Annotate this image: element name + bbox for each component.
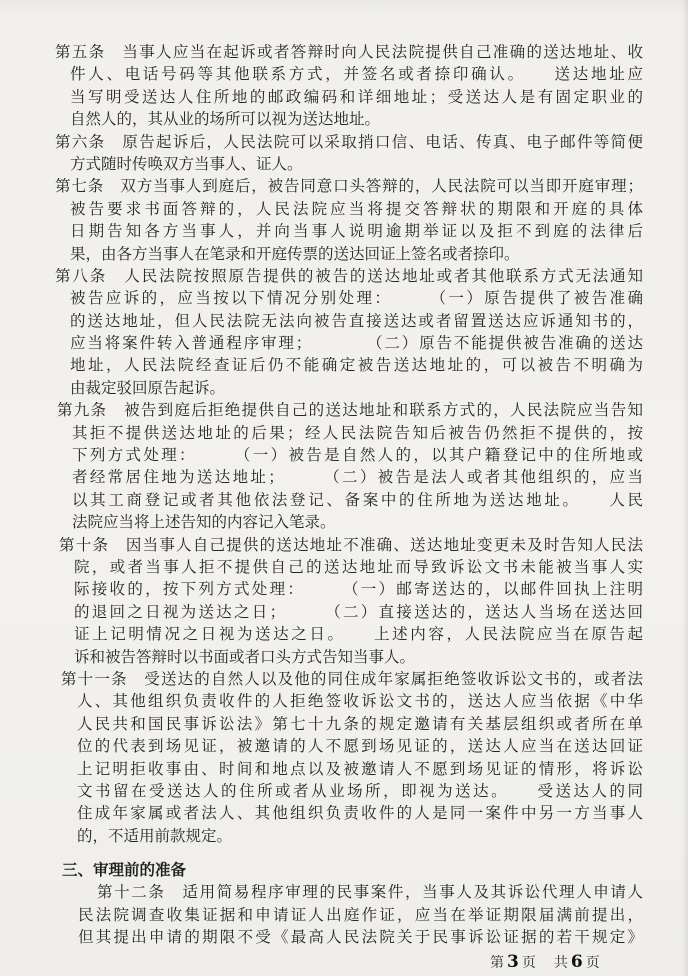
article-line: 第十二条 适用简易程序审理的民事案件，当事人及其诉讼代理人申请人 (97, 883, 643, 902)
footer-page-suffix: 页 (521, 955, 536, 971)
article-line: 民法院调查收集证据和申请证人出庭作证，应当在举证期限届满前提出， (78, 905, 643, 924)
footer-page-number: 3 (507, 952, 519, 972)
document-body (0, 41, 688, 949)
article-6 (0, 131, 688, 176)
article-line: 诉和被告答辩时以书面或者口头方式告知当事人。 (74, 647, 416, 666)
article-line: 果，由各方当事人在笔录和开庭传票的送达回证上签名或者捺印。 (70, 244, 520, 263)
article-line: 方式随时传唤双方当事人、证人。 (70, 154, 303, 173)
article-7 (0, 175, 688, 265)
article-line: 地址，人民法院经查证后仍不能确定被告送达地址的，可以被告不明确为 (70, 356, 643, 375)
article-line: 证上记明情况之日视为送达之日。 上述内容，人民法院应当在原告起 (74, 625, 643, 644)
article-8 (0, 265, 688, 399)
article-line: 由裁定驳回原告起诉。 (70, 378, 226, 397)
article-line: 第十条 因当事人自己提供的送达地址不准确、送达地址变更未及时告知人民法 (59, 535, 643, 554)
article-line: 其拒不提供送达地址的后果；经人民法院告知后被告仍然拒不提供的，按 (72, 423, 643, 442)
article-line: 第六条 原告起诉后，人民法院可以采取捎口信、电话、传真、电子邮件等简便 (55, 132, 643, 151)
article-line: 的，不适用前款规定。 (77, 826, 233, 845)
article-line: 文书留在受送达人的住所或者从业场所，即视为送达。 受送达人的同 (77, 781, 643, 800)
footer-page-prefix: 第 (490, 955, 504, 971)
article-10 (0, 534, 688, 668)
page-footer (490, 953, 600, 971)
article-line: 自然人的，其从业的场所可以视为送达地址。 (70, 110, 381, 129)
article-line: 人民共和国民事诉讼法》第七十九条的规定邀请有关基层组织或者所在单 (77, 714, 643, 733)
article-line: 的送达地址，但人民法院无法向被告直接送达或者留置送达应诉通知书的， (70, 311, 643, 330)
footer-total-suffix: 页 (585, 955, 600, 971)
article-line: 法院应当将上述告知的内容记入笔录。 (72, 513, 336, 532)
article-line: 的退回之日视为送达之日； （二）直接送达的，送达人当场在送达回 (74, 602, 643, 621)
article-5 (0, 41, 688, 131)
article-line: 以其工商登记或者其他依法登记、备案中的住所地为送达地址。 人民 (72, 490, 643, 509)
article-line: 应当将案件转入普通程序审理； （二）原告不能提供被告准确的送达 (70, 334, 643, 353)
article-line: 第八条 人民法院按照原告提供的被告的送达地址或者其他联系方式无法通知 (55, 266, 643, 285)
article-line: 院，或者当事人拒不提供自己的送达地址而导致诉讼文书未能被当事人实 (74, 557, 643, 576)
article-line: 被告应诉的，应当按以下情况分别处理： （一）原告提供了被告准确 (70, 289, 643, 308)
article-line: 下列方式处理： （一）被告是自然人的，以其户籍登记中的住所地或 (72, 446, 643, 465)
article-line: 者经常居住地为送达地址； （二）被告是法人或者其他组织的，应当 (72, 468, 643, 487)
article-line: 件人、电话号码等其他联系方式，并签名或者捺印确认。 送达地址应 (70, 65, 643, 84)
article-line: 第七条 双方当事人到庭后，被告同意口头答辩的，人民法院可以当即开庭审理； (55, 177, 643, 196)
footer-total-prefix: 共 (553, 955, 568, 971)
article-line: 第九条 被告到庭后拒绝提供自己的送达地址和联系方式的，人民法院应当告知 (57, 401, 643, 420)
article-12 (0, 881, 688, 948)
article-line: 日期告知各方当事人，并向当事人说明逾期举证以及拒不到庭的法律后 (70, 222, 643, 241)
section-heading: 三、审理前的准备 (62, 860, 187, 880)
article-line: 位的代表到场见证，被邀请的人不愿到场见证的，送达人应当在送达回证 (77, 737, 643, 756)
article-line: 人、其他组织负责收件的人拒绝签收诉讼文书的，送达人应当依据《中华 (77, 692, 643, 711)
footer-total-number: 6 (570, 952, 583, 972)
article-9 (0, 399, 688, 533)
article-line: 第十一条 受送达的自然人以及他的同住成年家属拒绝签收诉讼文书的，或者法 (61, 669, 643, 688)
article-line: 当写明受送达人住所地的邮政编码和详细地址；受送达人是有固定职业的 (70, 87, 643, 106)
article-line: 被告要求书面答辩的，人民法院应当将提交答辩状的期限和开庭的具体 (70, 199, 643, 218)
article-line: 上记明拒收事由、时间和地点以及被邀请人不愿到场见证的情形，将诉讼 (77, 759, 643, 778)
article-line: 第五条 当事人应当在起诉或者答辩时向人民法院提供自己准确的送达地址、收 (55, 43, 643, 61)
article-line: 际接收的，按下列方式处理： （一）邮寄送达的，以邮件回执上注明 (74, 580, 643, 599)
article-line: 住成年家属或者法人、其他组织负责收件的人是同一案件中另一方当事人 (77, 804, 643, 823)
article-line: 但其提出申请的期限不受《最高人民法院关于民事诉讼证据的若干规定》 (78, 928, 643, 947)
article-11 (0, 668, 688, 847)
